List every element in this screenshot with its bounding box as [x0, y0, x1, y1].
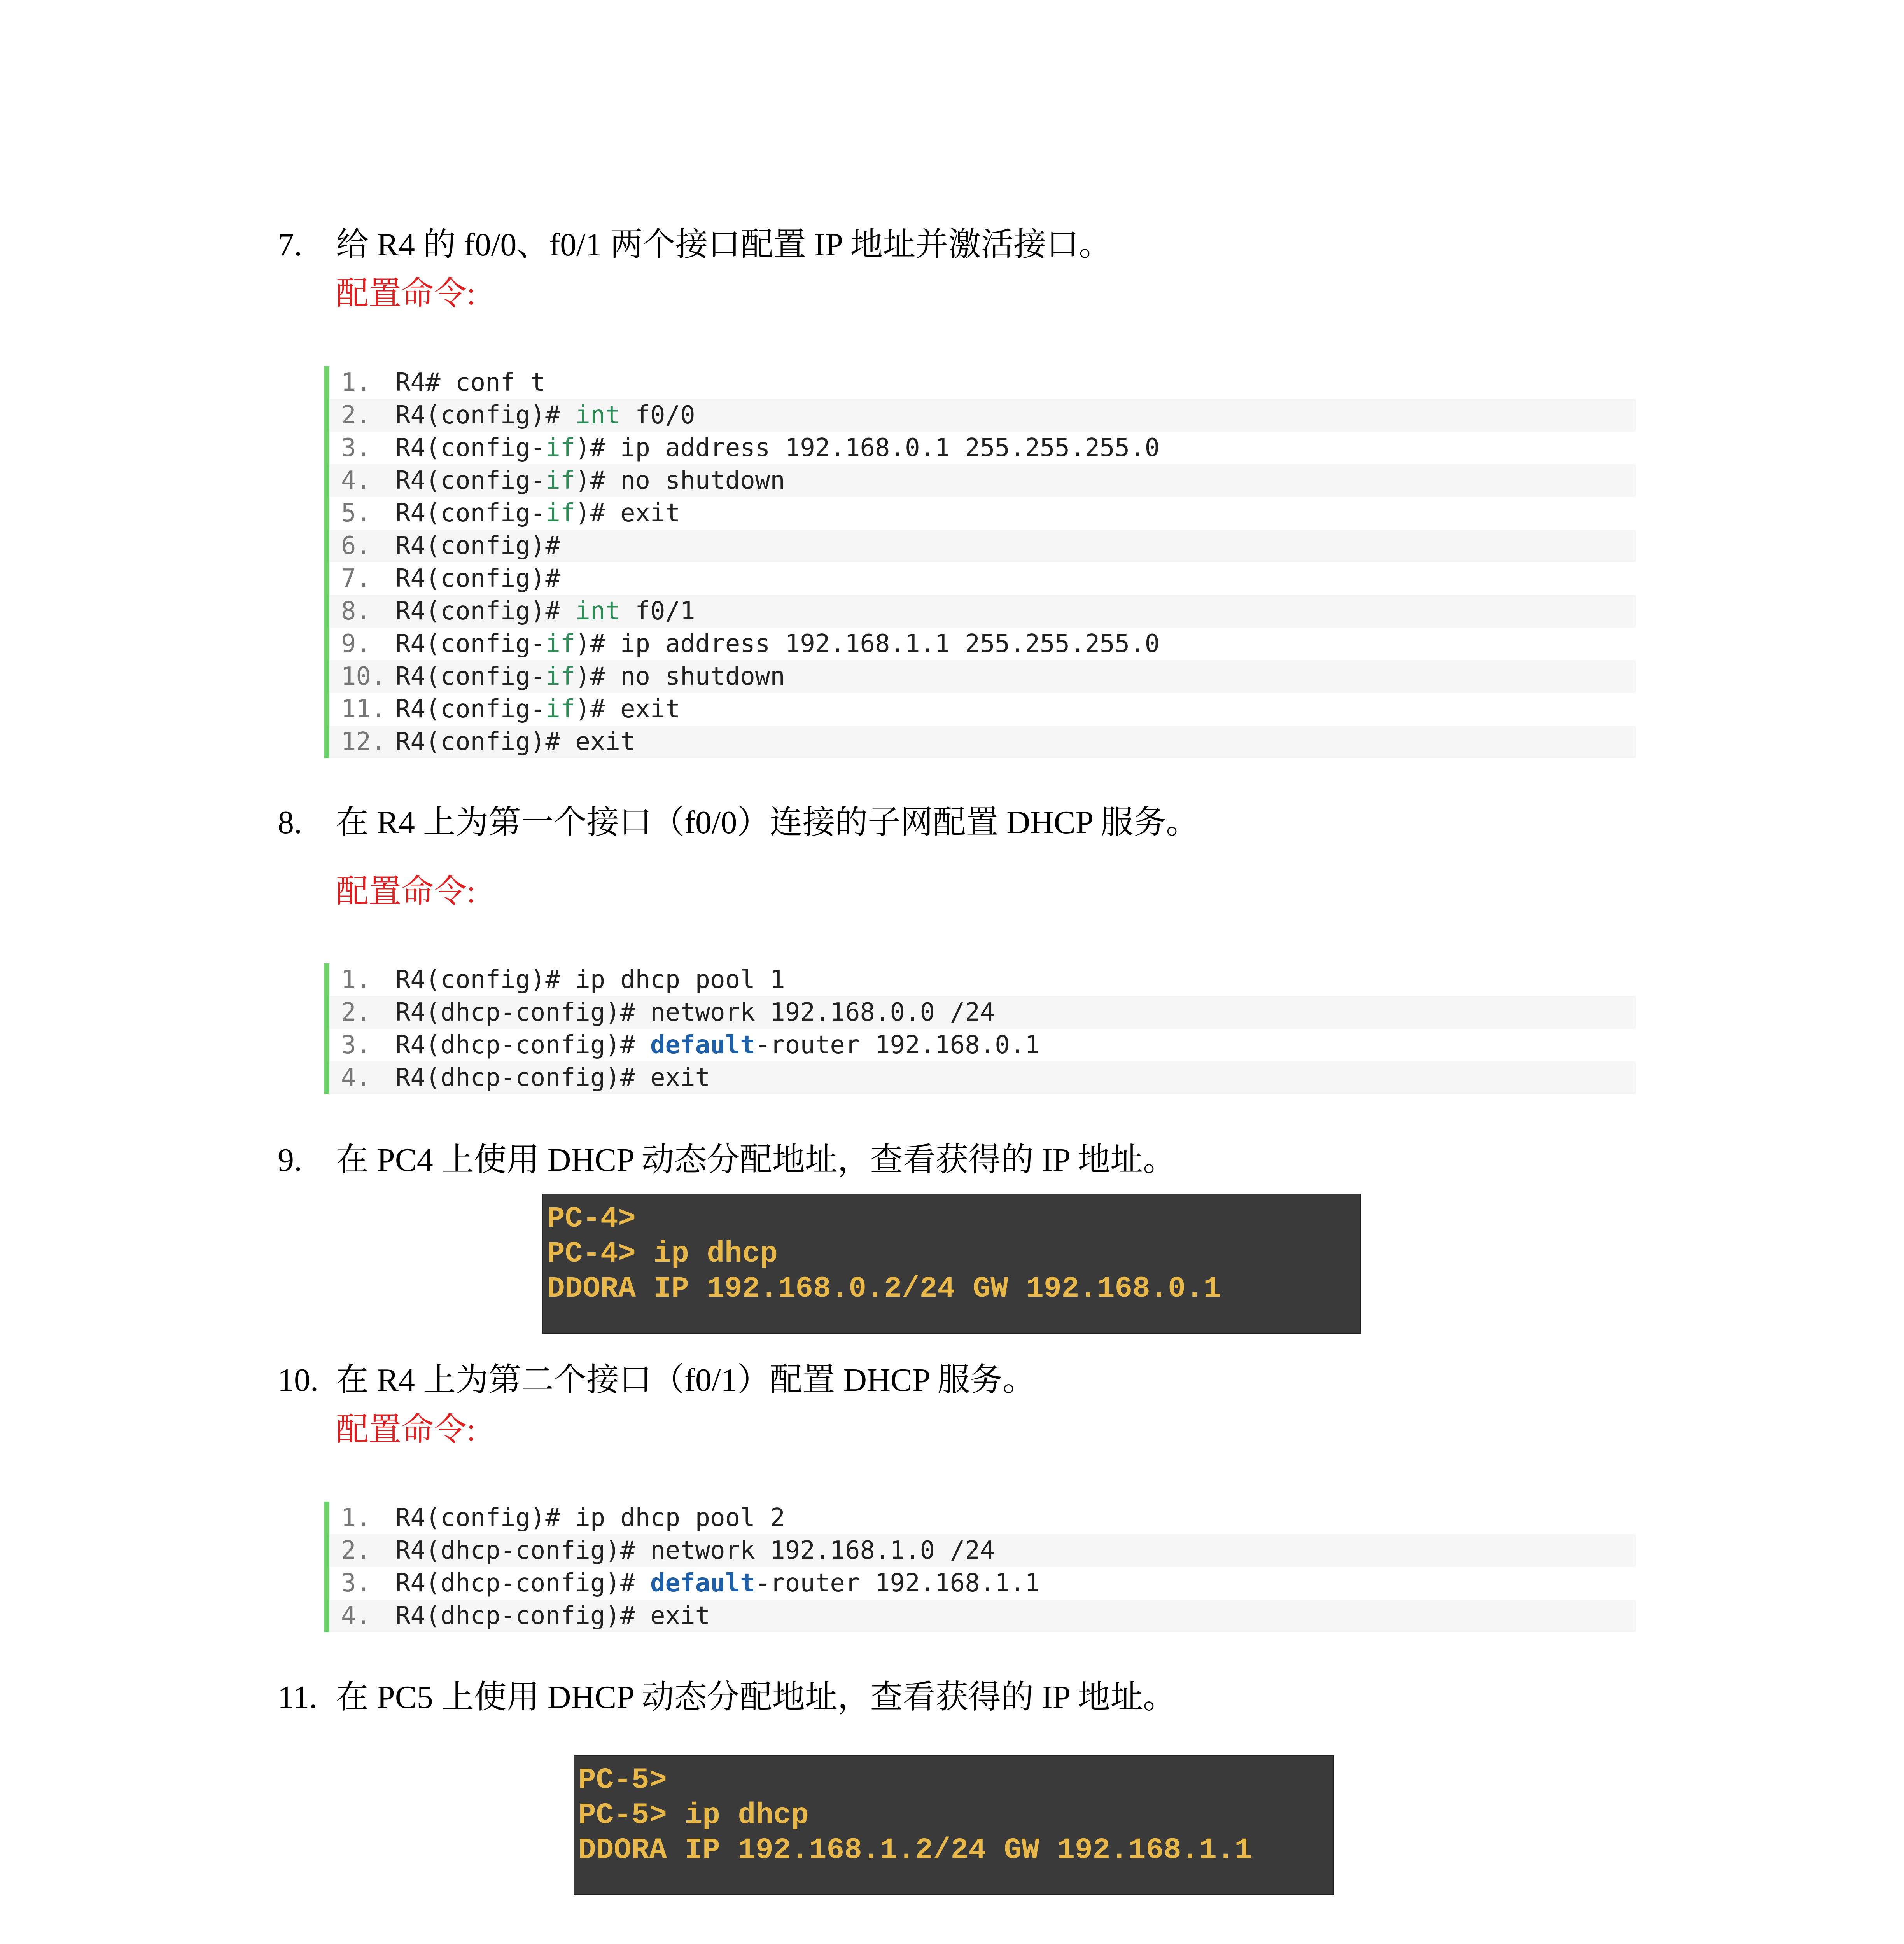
code-line: 2. R4(dhcp-config)# network 192.168.1.0 /24: [329, 1534, 1636, 1567]
config-label: 配置命令:: [336, 874, 476, 910]
code-line: 4. R4(config-if)# no shutdown: [329, 464, 1636, 497]
code-line: 1. R4# conf t: [341, 368, 546, 397]
step-text: 给 R4 的 f0/0、f0/1 两个接口配置 IP 地址并激活接口。: [336, 227, 1112, 263]
code-line: 2. R4(dhcp-config)# network 192.168.0.0 /24: [329, 996, 1636, 1029]
config-label: 配置命令:: [336, 276, 476, 312]
code-block: [324, 1502, 1636, 1632]
step-number: 10.: [278, 1362, 318, 1398]
code-line: 6. R4(config)#: [329, 530, 1636, 562]
code-block: [324, 963, 1636, 1094]
step-text: 在 R4 上为第一个接口（f0/0）连接的子网配置 DHCP 服务。: [336, 804, 1199, 841]
step-number: 7.: [278, 227, 302, 263]
code-line: 1. R4(config)# ip dhcp pool 1: [341, 965, 785, 994]
step-text: 在 R4 上为第二个接口（f0/1）配置 DHCP 服务。: [336, 1362, 1036, 1398]
code-line: 7. R4(config)#: [341, 564, 560, 593]
code-line: 3. R4(config-if)# ip address 192.168.0.1 255.255.255.0: [341, 434, 1160, 462]
code-line: 4. R4(dhcp-config)# exit: [329, 1600, 1636, 1632]
code-line: 1. R4(config)# ip dhcp pool 2: [341, 1503, 785, 1532]
terminal-line: PC-5> ip dhcp: [578, 1799, 809, 1832]
step-text: 在 PC5 上使用 DHCP 动态分配地址，查看获得的 IP 地址。: [336, 1679, 1176, 1715]
code-line: 5. R4(config-if)# exit: [341, 499, 681, 528]
step-number: 8.: [278, 804, 302, 841]
code-line: 12. R4(config)# exit: [329, 726, 1636, 758]
terminal-line: DDORA IP 192.168.0.2/24 GW 192.168.0.1: [547, 1272, 1222, 1306]
terminal-screenshot-pc4: [542, 1194, 1361, 1334]
code-line: 11. R4(config-if)# exit: [341, 695, 681, 724]
code-line: 10. R4(config-if)# no shutdown: [329, 660, 1636, 693]
code-line: 2. R4(config)# int f0/0: [329, 399, 1636, 432]
terminal-line: DDORA IP 192.168.1.2/24 GW 192.168.1.1: [578, 1834, 1253, 1867]
code-line: 8. R4(config)# int f0/1: [329, 595, 1636, 628]
step-text: 在 PC4 上使用 DHCP 动态分配地址，查看获得的 IP 地址。: [336, 1142, 1176, 1178]
step-number: 9.: [278, 1142, 302, 1178]
code-block: [324, 366, 1636, 758]
step-number: 11.: [278, 1679, 317, 1715]
code-line: 3. R4(dhcp-config)# default-router 192.168.0.1: [341, 1031, 1040, 1059]
terminal-line: PC-4> ip dhcp: [547, 1237, 778, 1271]
terminal-line: PC-5>: [578, 1764, 667, 1797]
config-label: 配置命令:: [336, 1412, 476, 1448]
code-line: 9. R4(config-if)# ip address 192.168.1.1 255.255.255.0: [341, 629, 1160, 658]
terminal-line: PC-4>: [547, 1202, 636, 1236]
code-line: 3. R4(dhcp-config)# default-router 192.168.1.1: [341, 1569, 1040, 1598]
terminal-screenshot-pc5: [574, 1755, 1334, 1895]
code-line: 4. R4(dhcp-config)# exit: [329, 1061, 1636, 1094]
